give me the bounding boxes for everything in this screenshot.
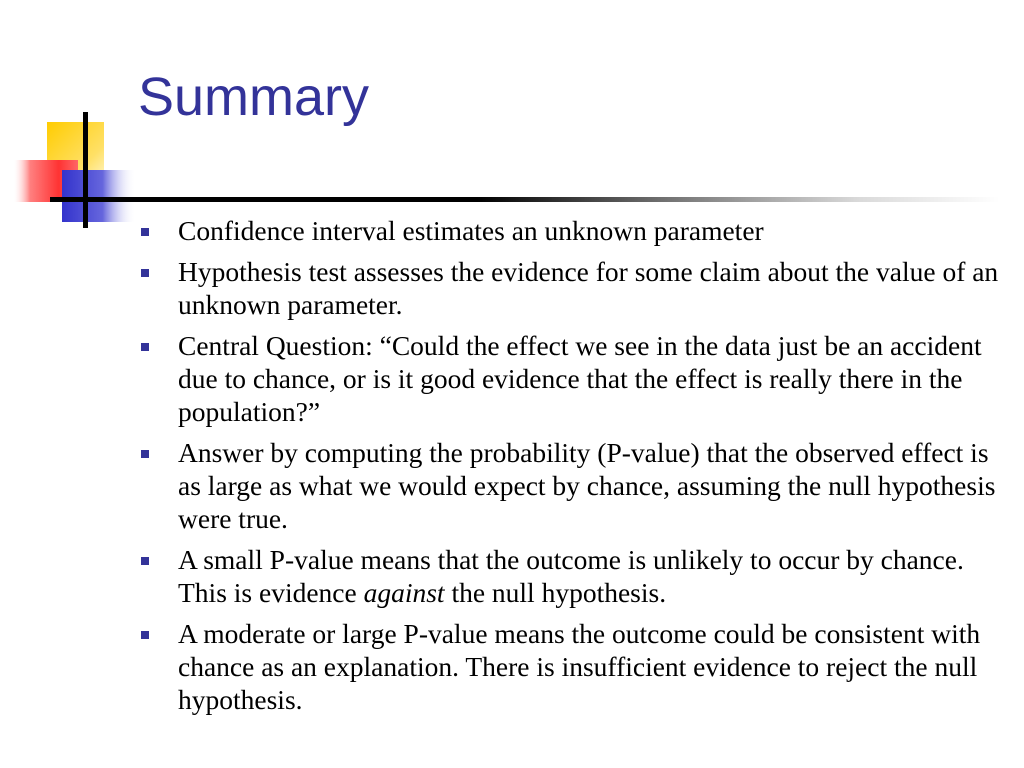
bullet-item — [140, 436, 1000, 535]
bullet-text: Answer by computing the probability (P-value) that the observed effect is as large as what we would expect by chance, assuming the null hypothesis were true. — [178, 437, 996, 534]
bullet-square-icon — [141, 228, 149, 236]
bullet-list — [140, 214, 1000, 724]
emphasis-against: against — [363, 577, 445, 608]
decor-blue-square — [62, 170, 136, 222]
bullet-square-icon — [141, 343, 149, 351]
bullet-item — [140, 617, 1000, 716]
slide-title: Summary — [138, 67, 370, 127]
bullet-text: A moderate or large P-value means the outcome could be consistent with chance as an explanation. There is insufficient evidence to reject the null hypothesis. — [178, 618, 981, 715]
decor-yellow-square — [47, 122, 104, 180]
bullet-square-icon — [141, 450, 149, 458]
bullet-text-part: A small P-value means that the outcome is unlikely to occur by chance. This is evidence — [178, 544, 964, 608]
bullet-item — [140, 329, 1000, 428]
bullet-text: Central Question: “Could the effect we see in the data just be an accident due to chance, or is it good evidence that the effect is really there in the population?” — [178, 330, 982, 427]
bullet-square-icon — [141, 631, 149, 639]
decor-vertical-line — [83, 112, 88, 228]
bullet-text: Hypothesis test assesses the evidence for some claim about the value of an unknown parameter. — [178, 256, 999, 320]
title-underline-rule — [50, 197, 1000, 202]
bullet-item — [140, 214, 1000, 247]
decor-red-square — [14, 160, 78, 202]
bullet-text-part: the null hypothesis. — [444, 577, 667, 608]
bullet-square-icon — [141, 557, 149, 565]
bullet-text: Confidence interval estimates an unknown parameter — [178, 215, 764, 246]
bullet-item — [140, 543, 1000, 609]
bullet-text — [178, 544, 964, 608]
bullet-square-icon — [141, 269, 149, 277]
bullet-item — [140, 255, 1000, 321]
